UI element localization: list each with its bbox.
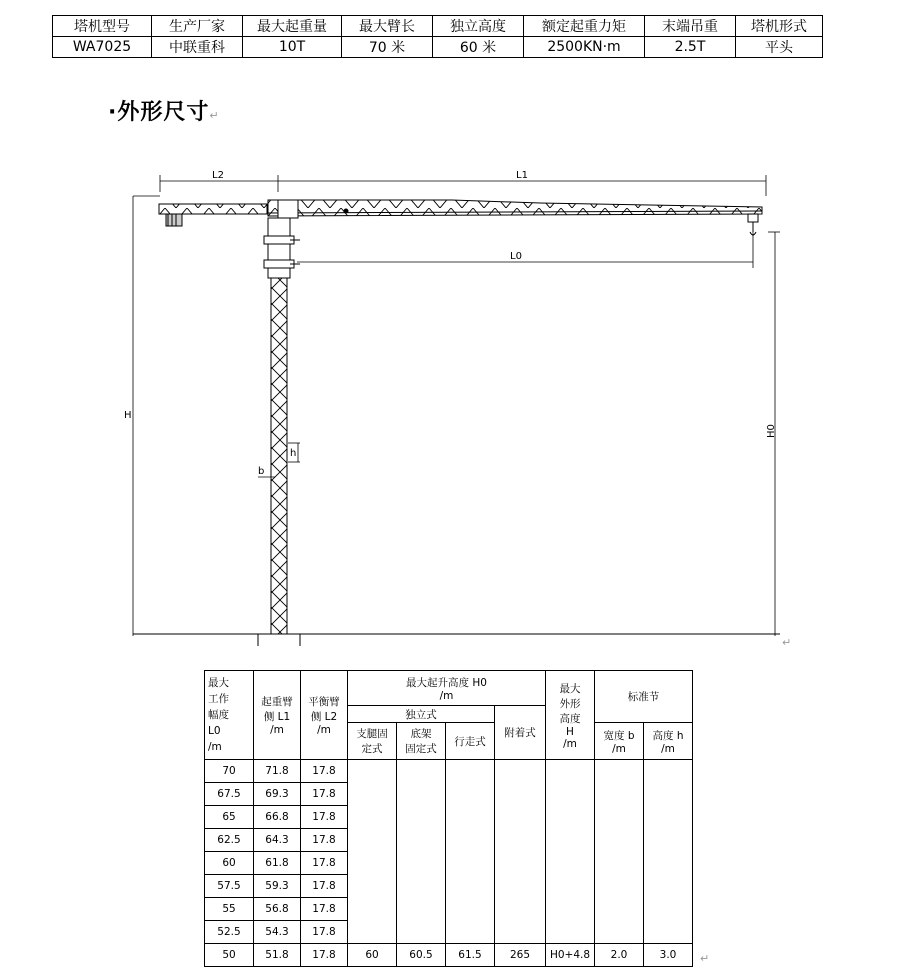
label-h-section: h (290, 448, 297, 459)
table-row (205, 944, 693, 967)
table-cell (644, 898, 693, 921)
header-h0: 最大起升高度 H0 /m (348, 671, 546, 706)
table-cell (348, 806, 397, 829)
table-cell: 3.0 (644, 944, 693, 967)
table-cell: 60.5 (397, 944, 446, 967)
table-row (205, 921, 693, 944)
table-cell (595, 806, 644, 829)
spec-value-cell: 10T (243, 37, 342, 58)
spec-header-cell: 独立高度 (433, 16, 524, 37)
tower-base (133, 634, 780, 646)
table-cell (495, 783, 546, 806)
table-cell: 67.5 (205, 783, 254, 806)
label-h-total: H (124, 410, 132, 421)
table-cell (495, 806, 546, 829)
spec-header-cell: 最大臂长 (342, 16, 433, 37)
header-free: 独立式 (348, 706, 495, 723)
table-cell (397, 760, 446, 783)
table-cell (595, 921, 644, 944)
dimension-l0 (297, 232, 753, 268)
table-cell (446, 921, 495, 944)
table-cell (644, 852, 693, 875)
tower-head (264, 218, 300, 278)
spec-value-cell: 60 米 (433, 37, 524, 58)
table-cell: 60 (205, 852, 254, 875)
label-l2: L2 (212, 170, 224, 181)
header-l1: 起重臂 侧 L1 /m (254, 671, 301, 760)
dim-header-row-1 (205, 671, 693, 706)
table-cell (348, 875, 397, 898)
section-heading (108, 95, 220, 126)
spec-value-cell: 中联重科 (152, 37, 243, 58)
table-cell (495, 760, 546, 783)
spec-value-cell: 2.5T (645, 37, 736, 58)
spec-value-row (53, 37, 823, 58)
table-cell (446, 806, 495, 829)
table-cell: 65 (205, 806, 254, 829)
table-cell (348, 898, 397, 921)
paragraph-mark-icon: ↵ (209, 109, 220, 122)
table-cell (546, 760, 595, 783)
table-cell (644, 829, 693, 852)
table-cell: 69.3 (254, 783, 301, 806)
spec-value-cell: WA7025 (53, 37, 152, 58)
table-cell (446, 875, 495, 898)
table-cell: 17.8 (301, 806, 348, 829)
table-cell: 62.5 (205, 829, 254, 852)
header-travel: 行走式 (446, 723, 495, 760)
dimension-h-section (288, 443, 300, 462)
header-b: 宽度 b /m (595, 723, 644, 760)
header-h: 最大 外形 高度 H /m (546, 671, 595, 760)
table-row (205, 760, 693, 783)
table-cell (348, 783, 397, 806)
table-cell: 64.3 (254, 829, 301, 852)
table-cell (595, 829, 644, 852)
paragraph-mark-icon: ↵ (700, 952, 710, 965)
table-row (205, 806, 693, 829)
counter-jib (159, 204, 267, 226)
table-cell (495, 829, 546, 852)
table-cell (495, 921, 546, 944)
table-row (205, 852, 693, 875)
spec-header-cell: 末端吊重 (645, 16, 736, 37)
table-cell: 54.3 (254, 921, 301, 944)
table-cell (495, 875, 546, 898)
spec-header-cell: 生产厂家 (152, 16, 243, 37)
table-cell (397, 898, 446, 921)
table-cell: H0+4.8 (546, 944, 595, 967)
table-cell (397, 875, 446, 898)
spec-value-cell: 70 米 (342, 37, 433, 58)
table-cell (595, 852, 644, 875)
table-cell: 17.8 (301, 783, 348, 806)
table-row (205, 875, 693, 898)
header-l2: 平衡臂 侧 L2 /m (301, 671, 348, 760)
tower-mast (271, 278, 287, 634)
spec-header-row (53, 16, 823, 37)
table-cell (397, 852, 446, 875)
table-cell (446, 852, 495, 875)
label-l0: L0 (510, 251, 522, 262)
table-cell (397, 806, 446, 829)
table-cell (546, 783, 595, 806)
table-cell: 17.8 (301, 944, 348, 967)
table-cell (446, 760, 495, 783)
table-cell (546, 921, 595, 944)
table-cell: 55 (205, 898, 254, 921)
dimension-h0 (768, 232, 780, 636)
table-cell: 60 (348, 944, 397, 967)
table-cell: 57.5 (205, 875, 254, 898)
table-cell (546, 806, 595, 829)
table-cell: 71.8 (254, 760, 301, 783)
table-cell (446, 898, 495, 921)
table-cell (595, 760, 644, 783)
header-base: 底架 固定式 (397, 723, 446, 760)
table-cell: 52.5 (205, 921, 254, 944)
table-cell: 17.8 (301, 852, 348, 875)
table-cell (644, 921, 693, 944)
table-cell: 50 (205, 944, 254, 967)
table-cell: 265 (495, 944, 546, 967)
table-cell (495, 898, 546, 921)
table-cell (644, 875, 693, 898)
label-h0: H0 (766, 424, 777, 438)
header-h-section: 高度 h /m (644, 723, 693, 760)
dimension-top (160, 175, 766, 196)
spec-header-cell: 塔机型号 (53, 16, 152, 37)
header-attached: 附着式 (495, 706, 546, 760)
table-cell (348, 829, 397, 852)
table-row (205, 898, 693, 921)
table-cell: 17.8 (301, 898, 348, 921)
table-cell (546, 829, 595, 852)
table-cell (495, 852, 546, 875)
table-cell (397, 783, 446, 806)
table-cell (397, 829, 446, 852)
table-cell: 56.8 (254, 898, 301, 921)
table-cell (546, 875, 595, 898)
spec-value-cell: 平头 (736, 37, 823, 58)
spec-header-cell: 最大起重量 (243, 16, 342, 37)
label-b: b (258, 466, 265, 477)
table-cell: 61.8 (254, 852, 301, 875)
dim-body (205, 760, 693, 967)
header-leg: 支腿固 定式 (348, 723, 397, 760)
table-cell: 17.8 (301, 760, 348, 783)
table-cell (595, 783, 644, 806)
table-cell (644, 806, 693, 829)
bullet-icon: · (108, 100, 118, 125)
table-cell: 17.8 (301, 875, 348, 898)
table-cell (644, 760, 693, 783)
table-cell (348, 852, 397, 875)
header-l0: 最大 工作 幅度 L0 /m (205, 671, 254, 760)
paragraph-mark-icon: ↵ (782, 636, 792, 649)
table-cell (644, 783, 693, 806)
dimension-h-total (133, 196, 160, 636)
table-row (205, 783, 693, 806)
table-cell: 59.3 (254, 875, 301, 898)
table-row (205, 829, 693, 852)
table-cell (595, 875, 644, 898)
table-cell (348, 921, 397, 944)
spec-table (52, 15, 823, 58)
spec-header-cell: 塔机形式 (736, 16, 823, 37)
spec-header-cell: 额定起重力矩 (524, 16, 645, 37)
header-section: 标准节 (595, 671, 693, 723)
table-cell: 61.5 (446, 944, 495, 967)
table-cell: 70 (205, 760, 254, 783)
table-cell: 2.0 (595, 944, 644, 967)
table-cell (446, 783, 495, 806)
main-jib (268, 200, 762, 235)
table-cell (348, 760, 397, 783)
table-cell: 66.8 (254, 806, 301, 829)
table-cell (446, 829, 495, 852)
table-cell (546, 898, 595, 921)
label-l1: L1 (516, 170, 528, 181)
table-cell (397, 921, 446, 944)
section-title: 外形尺寸 (117, 100, 210, 125)
table-cell: 17.8 (301, 829, 348, 852)
table-cell (546, 852, 595, 875)
spec-value-cell: 2500KN·m (524, 37, 645, 58)
dimension-table (204, 670, 693, 967)
table-cell (595, 898, 644, 921)
table-cell: 51.8 (254, 944, 301, 967)
table-cell: 17.8 (301, 921, 348, 944)
